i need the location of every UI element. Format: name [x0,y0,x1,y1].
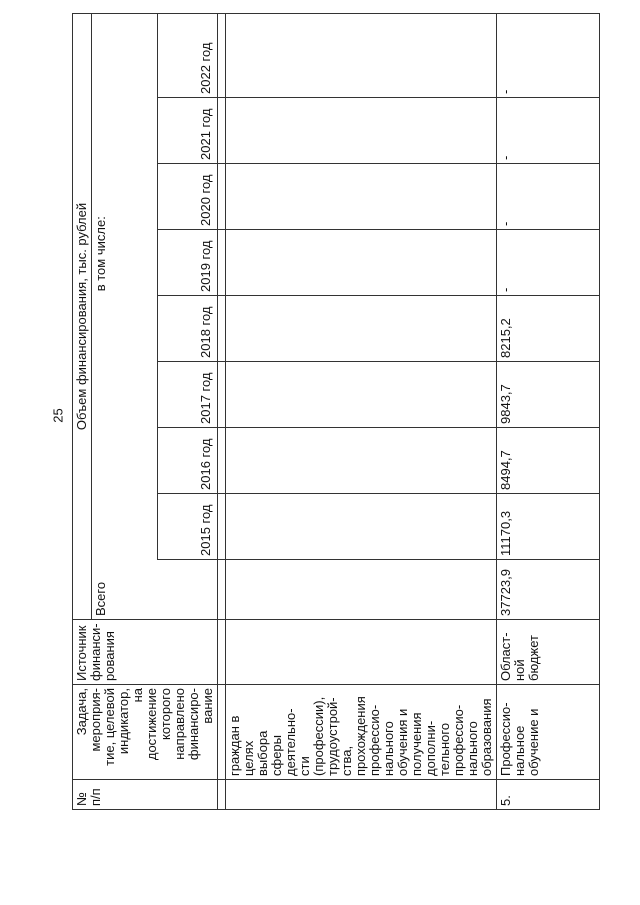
year-2021: 2021 год [158,98,218,164]
row1-value-2018 [226,296,497,362]
row2-value-2019: - [497,230,600,296]
row2-source: Област- ной бюджет [497,620,600,685]
divider-cell [218,164,226,230]
divider-cell [218,494,226,560]
year-2018: 2018 год [158,296,218,362]
divider-cell [218,13,226,97]
header-volume: Объем финансирования, тыс. рублей [73,13,92,619]
header-source: Источник финанси- рования [73,620,218,685]
row2-value-2018: 8215,2 [497,296,600,362]
row2-value-2022: - [497,13,600,97]
divider-cell [218,296,226,362]
divider-cell [218,560,226,620]
header-including: в том числе: [92,13,158,493]
row2-total: 37723,9 [497,560,600,620]
row1-task: граждан в целях выбора сферы деятельно- сти (профессии), трудоустрой- ства, прохождения профессио- нального обучения и получения дополни- тельного профессио- нального образования [226,685,497,780]
header-total: Всего [92,560,218,620]
row2-value-2017: 9843,7 [497,362,600,428]
header-empty [92,494,158,560]
row1-value-2015 [226,494,497,560]
row1-value-2016 [226,428,497,494]
row1-num [226,780,497,810]
year-2017: 2017 год [158,362,218,428]
divider-cell [218,780,226,810]
row2-value-2016: 8494,7 [497,428,600,494]
row2-value-2021: - [497,98,600,164]
row1-value-2019 [226,230,497,296]
row1-value-2021 [226,98,497,164]
row1-source [226,620,497,685]
financing-table [72,13,600,810]
year-2015: 2015 год [158,494,218,560]
year-2016: 2016 год [158,428,218,494]
row2-value-2020: - [497,164,600,230]
rotated-table-container [72,18,600,810]
header-task: Задача, мероприя- тие, целевой индикатор, на достижение которого направлено финансиро- вание [73,685,218,780]
year-2019: 2019 год [158,230,218,296]
row1-value-2017 [226,362,497,428]
year-2022: 2022 год [158,13,218,97]
row1-value-2022 [226,13,497,97]
page-number: 25 [50,408,66,423]
year-2020: 2020 год [158,164,218,230]
row2-task: Профессио- нальное обучение и [497,685,600,780]
divider-cell [218,428,226,494]
header-num: № п/п [73,780,218,810]
row2-value-2015: 11170,3 [497,494,600,560]
divider-cell [218,685,226,780]
divider-cell [218,620,226,685]
divider-cell [218,230,226,296]
row2-num: 5. [497,780,600,810]
divider-cell [218,98,226,164]
row1-value-2020 [226,164,497,230]
divider-cell [218,362,226,428]
row1-total [226,560,497,620]
